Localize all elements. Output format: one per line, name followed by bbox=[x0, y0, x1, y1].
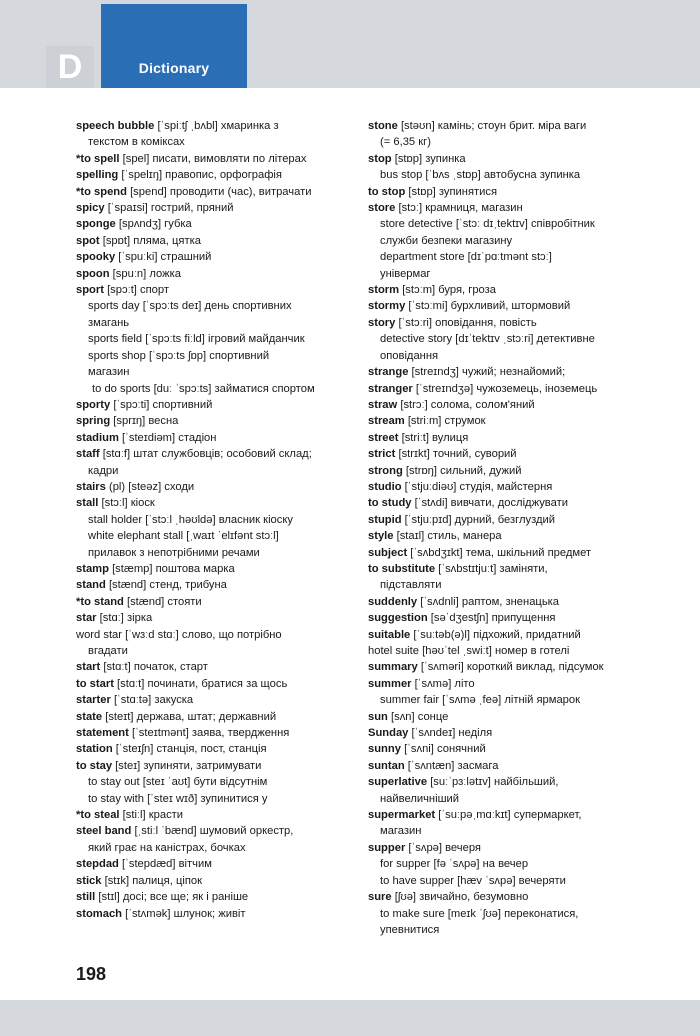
entry-text: [spuːn] ложка bbox=[112, 267, 181, 280]
dictionary-line bbox=[368, 298, 642, 314]
page-number: 198 bbox=[76, 964, 107, 984]
dictionary-line bbox=[368, 692, 642, 708]
dictionary-line bbox=[368, 659, 642, 675]
dictionary-line bbox=[368, 364, 642, 380]
dictionary-line bbox=[76, 594, 348, 610]
entry-text: [stɑːt] початок, старт bbox=[103, 661, 208, 674]
entry-text: to do sports [duː ˈspɔːts] займатися спортом bbox=[92, 382, 315, 395]
entry-text: [ˈsʌməri] короткий виклад, підсумок bbox=[420, 661, 604, 674]
entry-text: [stænd] стенд, трибуна bbox=[108, 579, 227, 592]
dictionary-line bbox=[368, 184, 642, 200]
dictionary-line bbox=[76, 807, 348, 823]
entry-text: [stəʊn] камінь; стоун брит. міра ваги bbox=[400, 120, 587, 132]
entry-text: [striːm] струмок bbox=[407, 415, 486, 428]
entry-text: який грає на каністрах, бочках bbox=[88, 841, 246, 854]
entry-text: [stɑːt] починати, братися за щось bbox=[117, 677, 288, 690]
dictionary-line bbox=[76, 741, 348, 757]
entry-text: stall holder [ˈstɔːl ˌhəʊldə] власник кіоску bbox=[88, 513, 293, 526]
dictionary-line bbox=[76, 266, 348, 282]
dictionary-line bbox=[76, 216, 348, 232]
entry-text: [ʃʊə] звичайно, безумовно bbox=[394, 891, 529, 904]
headword: spooky bbox=[76, 251, 116, 264]
entry-text: [streɪndʒ] чужий; незнайомий; bbox=[411, 366, 566, 379]
headword: stall bbox=[76, 497, 99, 510]
entry-text: [ˈsʌbstɪtjuːt] заміняти, bbox=[438, 562, 548, 575]
entry-text: [ˈspiːtʃ ˌbʌbl] хмаринка з bbox=[157, 120, 279, 132]
headword: stick bbox=[76, 874, 102, 887]
dictionary-line bbox=[76, 233, 348, 249]
entry-text: [ˈstɑːtə] закуска bbox=[113, 694, 194, 707]
entry-text: [ˈsʌpə] вечеря bbox=[408, 841, 481, 854]
headword: story bbox=[368, 316, 396, 329]
dictionary-line bbox=[368, 774, 642, 790]
dictionary-line bbox=[76, 889, 348, 905]
entry-text: summer fair [ˈsʌmə ˌfeə] літній ярмарок bbox=[380, 694, 581, 707]
headword: studio bbox=[368, 480, 402, 493]
dictionary-line bbox=[76, 151, 348, 167]
dictionary-line bbox=[76, 200, 348, 216]
dictionary-line bbox=[76, 118, 348, 134]
headword: station bbox=[76, 743, 113, 756]
entry-text: white elephant stall [ˌwaɪt ˈelɪfənt stɔːl] bbox=[88, 530, 279, 543]
entry-text: [ˈstɔːri] оповідання, повість bbox=[398, 316, 537, 329]
dictionary-line bbox=[368, 856, 642, 872]
dictionary-line bbox=[368, 627, 642, 643]
headword: Sunday bbox=[368, 727, 409, 740]
left-column bbox=[76, 118, 348, 922]
dictionary-line bbox=[368, 266, 642, 282]
dictionary-line bbox=[76, 791, 348, 807]
dictionary-line bbox=[368, 118, 642, 134]
dictionary-line bbox=[368, 889, 642, 905]
section-letter: D bbox=[46, 46, 94, 88]
headword: to stay bbox=[76, 759, 113, 772]
entry-text: [ˈsteɪdiəm] стадіон bbox=[122, 431, 217, 444]
entry-text: to have supper [hæv ˈsʌpə] вечеряти bbox=[380, 874, 566, 887]
dictionary-line bbox=[76, 134, 348, 150]
dictionary-line bbox=[368, 315, 642, 331]
dictionary-line bbox=[76, 774, 348, 790]
entry-text: [stɔːl] кіоск bbox=[101, 497, 155, 510]
dictionary-line bbox=[368, 200, 642, 216]
headword: starter bbox=[76, 694, 111, 707]
dictionary-line bbox=[76, 495, 348, 511]
entry-text: bus stop [ˈbʌs ˌstɒp] автобусна зупинка bbox=[380, 169, 581, 182]
entry-text: word star [ˈwɜːd stɑː] слово, що потрібно bbox=[76, 628, 282, 641]
entry-text: [sʌn] сонце bbox=[391, 710, 449, 723]
entry-text: detective story [dɪˈtektɪv ˌstɔːri] детективне bbox=[380, 333, 595, 346]
dictionary-line bbox=[368, 348, 642, 364]
entry-text: [stɑː] зірка bbox=[99, 612, 153, 625]
entry-text: служби безпеки магазину bbox=[380, 234, 513, 247]
dictionary-line bbox=[76, 512, 348, 528]
entry-text: магазин bbox=[88, 366, 130, 379]
entry-text: [strɔː] солома, солом'яний bbox=[400, 398, 535, 411]
headword: *to steal bbox=[76, 809, 120, 822]
dictionary-line bbox=[76, 184, 348, 200]
entry-text: [staɪl] стиль, манера bbox=[396, 530, 502, 543]
entry-text: [strɒŋ] сильний, дужий bbox=[405, 464, 522, 477]
headword: star bbox=[76, 612, 97, 625]
headword: stormy bbox=[368, 300, 406, 313]
headword: straw bbox=[368, 398, 398, 411]
dictionary-line bbox=[76, 430, 348, 446]
dictionary-line bbox=[368, 906, 642, 922]
dictionary-line bbox=[76, 906, 348, 922]
headword: still bbox=[76, 891, 96, 904]
headword: strong bbox=[368, 464, 403, 477]
entry-text: [stæmp] поштова марка bbox=[112, 562, 235, 575]
dictionary-line bbox=[368, 709, 642, 725]
headword: spoon bbox=[76, 267, 110, 280]
entry-text: [stɪl] досі; все ще; як і раніше bbox=[98, 891, 249, 904]
headword: suggestion bbox=[368, 612, 428, 625]
dictionary-line bbox=[368, 463, 642, 479]
headword: sure bbox=[368, 891, 392, 904]
dictionary-line bbox=[76, 167, 348, 183]
entry-text: [ˈspuːki] страшний bbox=[118, 251, 212, 264]
headword: stairs bbox=[76, 480, 106, 493]
dictionary-line bbox=[76, 397, 348, 413]
dictionary-line bbox=[76, 331, 348, 347]
entry-text: вгадати bbox=[88, 645, 128, 657]
section-title: Dictionary bbox=[138, 60, 210, 76]
entry-text: змагань bbox=[88, 316, 130, 329]
entry-text: sports day [ˈspɔːts deɪ] день спортивних bbox=[88, 300, 292, 313]
entry-text: [ˈspelɪŋ] правопис, орфографія bbox=[121, 169, 282, 182]
headword: stomach bbox=[76, 907, 123, 920]
headword: street bbox=[368, 431, 399, 444]
dictionary-line bbox=[76, 840, 348, 856]
headword: statement bbox=[76, 727, 129, 740]
section-title-box bbox=[101, 4, 247, 88]
dictionary-line bbox=[76, 758, 348, 774]
entry-text: [striːt] вулиця bbox=[401, 431, 469, 444]
dictionary-line bbox=[368, 282, 642, 298]
dictionary-line bbox=[76, 413, 348, 429]
entry-text: [ˈstɔːmi] бурхливий, штормовий bbox=[408, 300, 571, 313]
dictionary-line bbox=[76, 315, 348, 331]
entry-text: department store [dɪˈpɑːtmənt stɔː] bbox=[380, 251, 552, 264]
dictionary-line bbox=[76, 709, 348, 725]
headword: to substitute bbox=[368, 562, 436, 575]
headword: suitable bbox=[368, 628, 411, 641]
headword: summer bbox=[368, 677, 412, 690]
dictionary-line bbox=[368, 430, 642, 446]
dictionary-line bbox=[76, 528, 348, 544]
headword: summary bbox=[368, 661, 418, 674]
dictionary-line bbox=[368, 397, 642, 413]
entry-text: store detective [ˈstɔː dɪˌtektɪv] співробітник bbox=[380, 218, 595, 231]
dictionary-line bbox=[76, 364, 348, 380]
dictionary-line bbox=[76, 479, 348, 495]
entry-text: to stay out [steɪ ˈaʊt] бути відсутнім bbox=[88, 776, 268, 789]
dictionary-line bbox=[76, 692, 348, 708]
dictionary-line bbox=[368, 479, 642, 495]
entry-text: (= 6,35 кг) bbox=[380, 136, 431, 149]
entry-text: [spɒt] пляма, цятка bbox=[102, 234, 201, 247]
entry-text: [ˈsʌmə] літо bbox=[414, 677, 475, 690]
dictionary-line bbox=[76, 348, 348, 364]
dictionary-line bbox=[368, 922, 642, 938]
dictionary-line bbox=[76, 659, 348, 675]
headword: start bbox=[76, 661, 101, 674]
dictionary-line bbox=[368, 594, 642, 610]
entry-text: to stay with [ˈsteɪ wɪð] зупинитися у bbox=[88, 792, 268, 805]
headword: superlative bbox=[368, 776, 428, 789]
entry-text: [stɔːm] буря, гроза bbox=[402, 284, 497, 297]
entry-text: [ˈstʌdi] вивчати, досліджувати bbox=[414, 497, 568, 510]
headword: suddenly bbox=[368, 595, 418, 608]
entry-text: прилавок з непотрібними речами bbox=[88, 546, 260, 559]
dictionary-line bbox=[76, 856, 348, 872]
headword: to study bbox=[368, 497, 412, 510]
entry-text: [stɒp] зупинка bbox=[394, 152, 466, 165]
dictionary-line bbox=[368, 249, 642, 265]
entry-text: [ˈstjuːpɪd] дурний, безглуздий bbox=[404, 513, 556, 526]
dictionary-line bbox=[368, 331, 642, 347]
dictionary-line bbox=[368, 545, 642, 561]
dictionary-line bbox=[368, 381, 642, 397]
headword: sporty bbox=[76, 398, 111, 411]
dictionary-line bbox=[76, 446, 348, 462]
dictionary-line bbox=[368, 561, 642, 577]
headword: *to stand bbox=[76, 595, 124, 608]
entry-text: [ˈstjuːdiəʊ] студія, майстерня bbox=[404, 480, 553, 493]
dictionary-line bbox=[368, 643, 642, 659]
dictionary-line bbox=[76, 298, 348, 314]
entry-text: підставляти bbox=[380, 579, 442, 592]
dictionary-line bbox=[368, 741, 642, 757]
dictionary-line bbox=[368, 807, 642, 823]
entry-text: [ˈspaɪsi] гострий, пряний bbox=[107, 202, 234, 215]
dictionary-line bbox=[368, 216, 642, 232]
entry-text: універмаг bbox=[380, 267, 431, 280]
entry-text: текстом в коміксах bbox=[88, 136, 185, 149]
dictionary-line bbox=[368, 725, 642, 741]
dictionary-line bbox=[368, 610, 642, 626]
dictionary-line bbox=[76, 561, 348, 577]
dictionary-line bbox=[76, 463, 348, 479]
entry-text: [spel] писати, вимовляти по літерах bbox=[122, 152, 307, 165]
entry-text: [ˈsuːpəˌmɑːkɪt] супермаркет, bbox=[438, 809, 582, 822]
entry-text: [ˈsʌdnli] раптом, зненацька bbox=[420, 595, 560, 608]
dictionary-line bbox=[368, 134, 642, 150]
headword: stone bbox=[368, 120, 398, 132]
headword: to stop bbox=[368, 185, 406, 198]
headword: *to spend bbox=[76, 185, 127, 198]
entry-text: [ˈstreɪndʒə] чужоземець, іноземець bbox=[415, 382, 598, 395]
entry-text: [stɔː] крамниця, магазин bbox=[398, 202, 523, 215]
dictionary-line bbox=[76, 643, 348, 659]
headword: stop bbox=[368, 152, 392, 165]
entry-text: [ˈspɔːti] спортивний bbox=[113, 398, 213, 411]
headword: *to spell bbox=[76, 152, 120, 165]
dictionary-line bbox=[368, 791, 642, 807]
entry-text: [steɪ] зупиняти, затримувати bbox=[115, 759, 262, 772]
entry-text: [stɪk] палиця, ціпок bbox=[104, 874, 203, 887]
headword: spring bbox=[76, 415, 111, 428]
dictionary-line bbox=[76, 725, 348, 741]
dictionary-line bbox=[368, 528, 642, 544]
entry-text: [ˈsteɪtmənt] заява, твердження bbox=[131, 727, 290, 740]
entry-text: [stɒp] зупинятися bbox=[408, 185, 498, 198]
dictionary-line bbox=[76, 823, 348, 839]
headword: suntan bbox=[368, 759, 405, 772]
dictionary-line bbox=[76, 381, 348, 397]
headword: sun bbox=[368, 710, 388, 723]
right-column bbox=[368, 118, 642, 938]
headword: subject bbox=[368, 546, 408, 559]
entry-text: [sprɪŋ] весна bbox=[113, 415, 179, 428]
entry-text: [ˈsteɪʃn] станція, пост, станція bbox=[115, 743, 267, 756]
dictionary-line bbox=[368, 151, 642, 167]
entry-text: [stiːl] красти bbox=[122, 809, 184, 822]
headword: speech bubble bbox=[76, 120, 155, 132]
entry-text: [strɪkt] точний, суворий bbox=[398, 448, 517, 461]
entry-text: [ˈsʌntæn] засмага bbox=[407, 759, 499, 772]
dictionary-line bbox=[368, 577, 642, 593]
headword: stream bbox=[368, 415, 405, 428]
headword: sunny bbox=[368, 743, 401, 756]
headword: store bbox=[368, 202, 396, 215]
dictionary-line bbox=[76, 610, 348, 626]
headword: to start bbox=[76, 677, 114, 690]
headword: spot bbox=[76, 234, 100, 247]
dictionary-line bbox=[368, 233, 642, 249]
entry-text: [spend] проводити (час), витрачати bbox=[130, 185, 312, 198]
entry-text: магазин bbox=[380, 825, 422, 838]
entry-text: hotel suite [həʊˈtel ˌswiːt] номер в готелі bbox=[368, 645, 570, 657]
entry-text: найвеличніший bbox=[380, 792, 460, 805]
entry-text: sports field [ˈspɔːts fiːld] ігровий майданчик bbox=[88, 333, 305, 346]
headword: state bbox=[76, 710, 103, 723]
headword: stepdad bbox=[76, 858, 119, 871]
dictionary-line bbox=[368, 167, 642, 183]
entry-text: [spɔːt] спорт bbox=[107, 284, 170, 297]
headword: storm bbox=[368, 284, 400, 297]
headword: style bbox=[368, 530, 394, 543]
dictionary-line bbox=[368, 676, 642, 692]
dictionary-line bbox=[368, 495, 642, 511]
headword: steel band bbox=[76, 825, 132, 838]
dictionary-line bbox=[368, 512, 642, 528]
entry-text: упевнитися bbox=[380, 923, 440, 936]
dictionary-line bbox=[368, 873, 642, 889]
entry-text: [stænd] стояти bbox=[126, 595, 202, 608]
dictionary-line bbox=[368, 413, 642, 429]
entry-text: [spʌndʒ] губка bbox=[118, 218, 192, 231]
headword: stadium bbox=[76, 431, 119, 444]
footer-band bbox=[0, 1000, 700, 1036]
dictionary-line bbox=[76, 577, 348, 593]
entry-text: [ˈsʌni] сонячний bbox=[404, 743, 486, 756]
entry-text: for supper [fə ˈsʌpə] на вечер bbox=[380, 858, 529, 871]
entry-text: sports shop [ˈspɔːts ʃɒp] спортивний bbox=[88, 349, 270, 362]
entry-text: [stɑːf] штат службовців; особовий склад; bbox=[102, 448, 312, 461]
entry-text: [səˈdʒestʃn] припущення bbox=[430, 612, 556, 625]
dictionary-line bbox=[76, 249, 348, 265]
entry-text: [ˈsʌbdʒɪkt] тема, шкільний предмет bbox=[410, 546, 592, 559]
dictionary-line bbox=[368, 840, 642, 856]
dictionary-line bbox=[368, 446, 642, 462]
headword: supermarket bbox=[368, 809, 436, 822]
entry-text: оповідання bbox=[380, 349, 439, 362]
entry-text: кадри bbox=[88, 464, 119, 477]
entry-text: [steɪt] держава, штат; державний bbox=[105, 710, 277, 723]
headword: stupid bbox=[368, 513, 402, 526]
entry-text: [ˈsuːtəb(ə)l] підхожий, придатний bbox=[413, 628, 581, 641]
entry-text: (pl) [steəz] сходи bbox=[108, 480, 195, 493]
dictionary-line bbox=[76, 282, 348, 298]
headword: spelling bbox=[76, 169, 119, 182]
entry-text: [ˈstʌmək] шлунок; живіт bbox=[125, 907, 246, 920]
entry-text: to make sure [meɪk ˈʃʊə] переконатися, bbox=[380, 907, 579, 920]
entry-text: [ˈstepdæd] вітчим bbox=[122, 858, 212, 871]
dictionary-line bbox=[368, 758, 642, 774]
headword: stamp bbox=[76, 562, 109, 575]
dictionary-line bbox=[76, 627, 348, 643]
dictionary-line bbox=[76, 545, 348, 561]
headword: sport bbox=[76, 284, 104, 297]
entry-text: [suːˈpɜːlətɪv] найбільший, bbox=[430, 776, 559, 789]
headword: stranger bbox=[368, 382, 413, 395]
headword: stand bbox=[76, 579, 106, 592]
headword: supper bbox=[368, 841, 406, 854]
headword: sponge bbox=[76, 218, 116, 231]
headword: staff bbox=[76, 448, 100, 461]
dictionary-line bbox=[76, 873, 348, 889]
headword: strange bbox=[368, 366, 409, 379]
dictionary-line bbox=[76, 676, 348, 692]
headword: spicy bbox=[76, 202, 105, 215]
entry-text: [ˈsʌndeɪ] неділя bbox=[411, 727, 493, 740]
headword: strict bbox=[368, 448, 396, 461]
entry-text: [ˌstiːl ˈbænd] шумовий оркестр, bbox=[134, 825, 294, 838]
dictionary-line bbox=[368, 823, 642, 839]
